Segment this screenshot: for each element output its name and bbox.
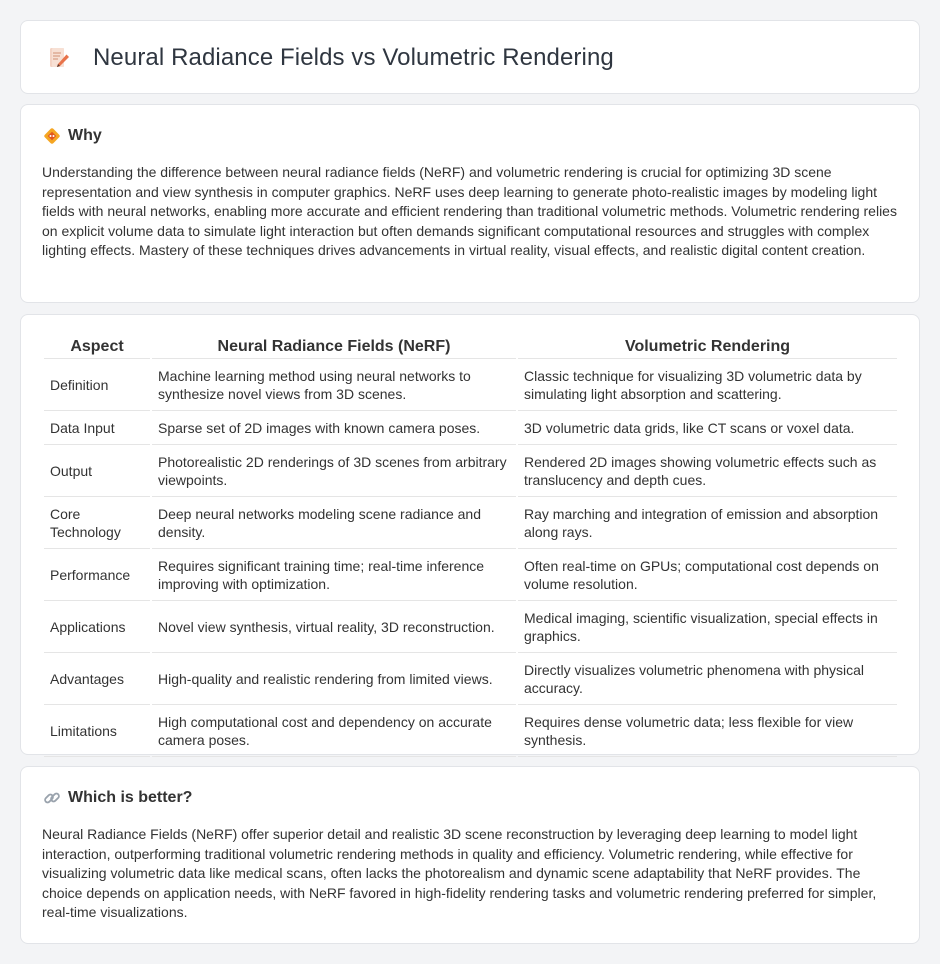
link-icon xyxy=(42,789,62,807)
which-better-card xyxy=(20,766,920,944)
better-title: Which is better? xyxy=(68,789,193,806)
aspect-cell: Data Input xyxy=(44,411,150,445)
volumetric-cell: Directly visualizes volumetric phenomena with physical accuracy. xyxy=(518,653,897,705)
why-heading xyxy=(42,127,102,145)
nerf-cell: Requires significant training time; real-time inference improving with optimization. xyxy=(152,549,516,601)
comparison-card xyxy=(20,314,920,755)
table-header-row xyxy=(44,335,897,359)
table-row xyxy=(44,497,897,549)
nerf-cell: Deep neural networks modeling scene radiance and density. xyxy=(152,497,516,549)
comparison-table xyxy=(42,335,899,757)
nerf-cell: High computational cost and dependency on accurate camera poses. xyxy=(152,705,516,757)
volumetric-cell: Requires dense volumetric data; less flexible for view synthesis. xyxy=(518,705,897,757)
header-nerf: Neural Radiance Fields (NeRF) xyxy=(152,335,516,359)
table-row xyxy=(44,705,897,757)
aspect-cell: Core Technology xyxy=(44,497,150,549)
aspect-cell: Limitations xyxy=(44,705,150,757)
title-row xyxy=(47,44,614,72)
header-card xyxy=(20,20,920,94)
table-row xyxy=(44,359,897,411)
header-aspect: Aspect xyxy=(44,335,150,359)
aspect-cell: Advantages xyxy=(44,653,150,705)
nerf-cell: Machine learning method using neural networks to synthesize novel views from 3D scenes. xyxy=(152,359,516,411)
volumetric-cell: Ray marching and integration of emission and absorption along rays. xyxy=(518,497,897,549)
page-title: Neural Radiance Fields vs Volumetric Rendering xyxy=(93,44,614,71)
volumetric-cell: Rendered 2D images showing volumetric effects such as translucency and depth cues. xyxy=(518,445,897,497)
volumetric-cell: 3D volumetric data grids, like CT scans or voxel data. xyxy=(518,411,897,445)
table-row xyxy=(44,653,897,705)
table-row xyxy=(44,601,897,653)
better-text: Neural Radiance Fields (NeRF) offer superior detail and realistic 3D scene reconstruction by leveraging deep learning to model light interaction, outperforming traditional volumetric rendering methods in quality and efficiency. Volumetric rendering, while effective for visualizing volumetric data like medical scans, often lacks the photorealism and dynamic scene adaptability that NeRF provides. The choice depends on application needs, with NeRF favored in high-fidelity rendering tasks and volumetric rendering preferred for simpler, real-time visualizations. xyxy=(42,826,877,920)
aspect-cell: Applications xyxy=(44,601,150,653)
table-row xyxy=(44,549,897,601)
volumetric-cell: Often real-time on GPUs; computational cost depends on volume resolution. xyxy=(518,549,897,601)
volumetric-cell: Classic technique for visualizing 3D volumetric data by simulating light absorption and scattering. xyxy=(518,359,897,411)
nerf-cell: Photorealistic 2D renderings of 3D scenes from arbitrary viewpoints. xyxy=(152,445,516,497)
why-text: Understanding the difference between neural radiance fields (NeRF) and volumetric rendering is crucial for optimizing 3D scene representation and view synthesis in computer graphics. NeRF uses deep learning to generate photo-realistic images by modeling light fields with neural networks, enabling more accurate and efficient rendering than traditional volumetric methods. Volumetric rendering relies on explicit volume data to simulate light interaction but often demands significant computational resources and struggles with complex lighting effects. Mastery of these techniques drives advancements in virtual reality, visual effects, and realistic digital content creation. xyxy=(42,164,897,258)
aspect-cell: Definition xyxy=(44,359,150,411)
why-card xyxy=(20,104,920,303)
better-heading xyxy=(42,789,192,807)
why-title: Why xyxy=(68,127,102,144)
nerf-cell: Sparse set of 2D images with known camera poses. xyxy=(152,411,516,445)
aspect-cell: Output xyxy=(44,445,150,497)
table-row xyxy=(44,411,897,445)
volumetric-cell: Medical imaging, scientific visualization, special effects in graphics. xyxy=(518,601,897,653)
aspect-cell: Performance xyxy=(44,549,150,601)
nerf-cell: High-quality and realistic rendering from limited views. xyxy=(152,653,516,705)
header-volumetric: Volumetric Rendering xyxy=(518,335,897,359)
edit-document-icon xyxy=(47,46,71,70)
table-row xyxy=(44,445,897,497)
diamond-sign-icon xyxy=(42,127,62,145)
nerf-cell: Novel view synthesis, virtual reality, 3D reconstruction. xyxy=(152,601,516,653)
